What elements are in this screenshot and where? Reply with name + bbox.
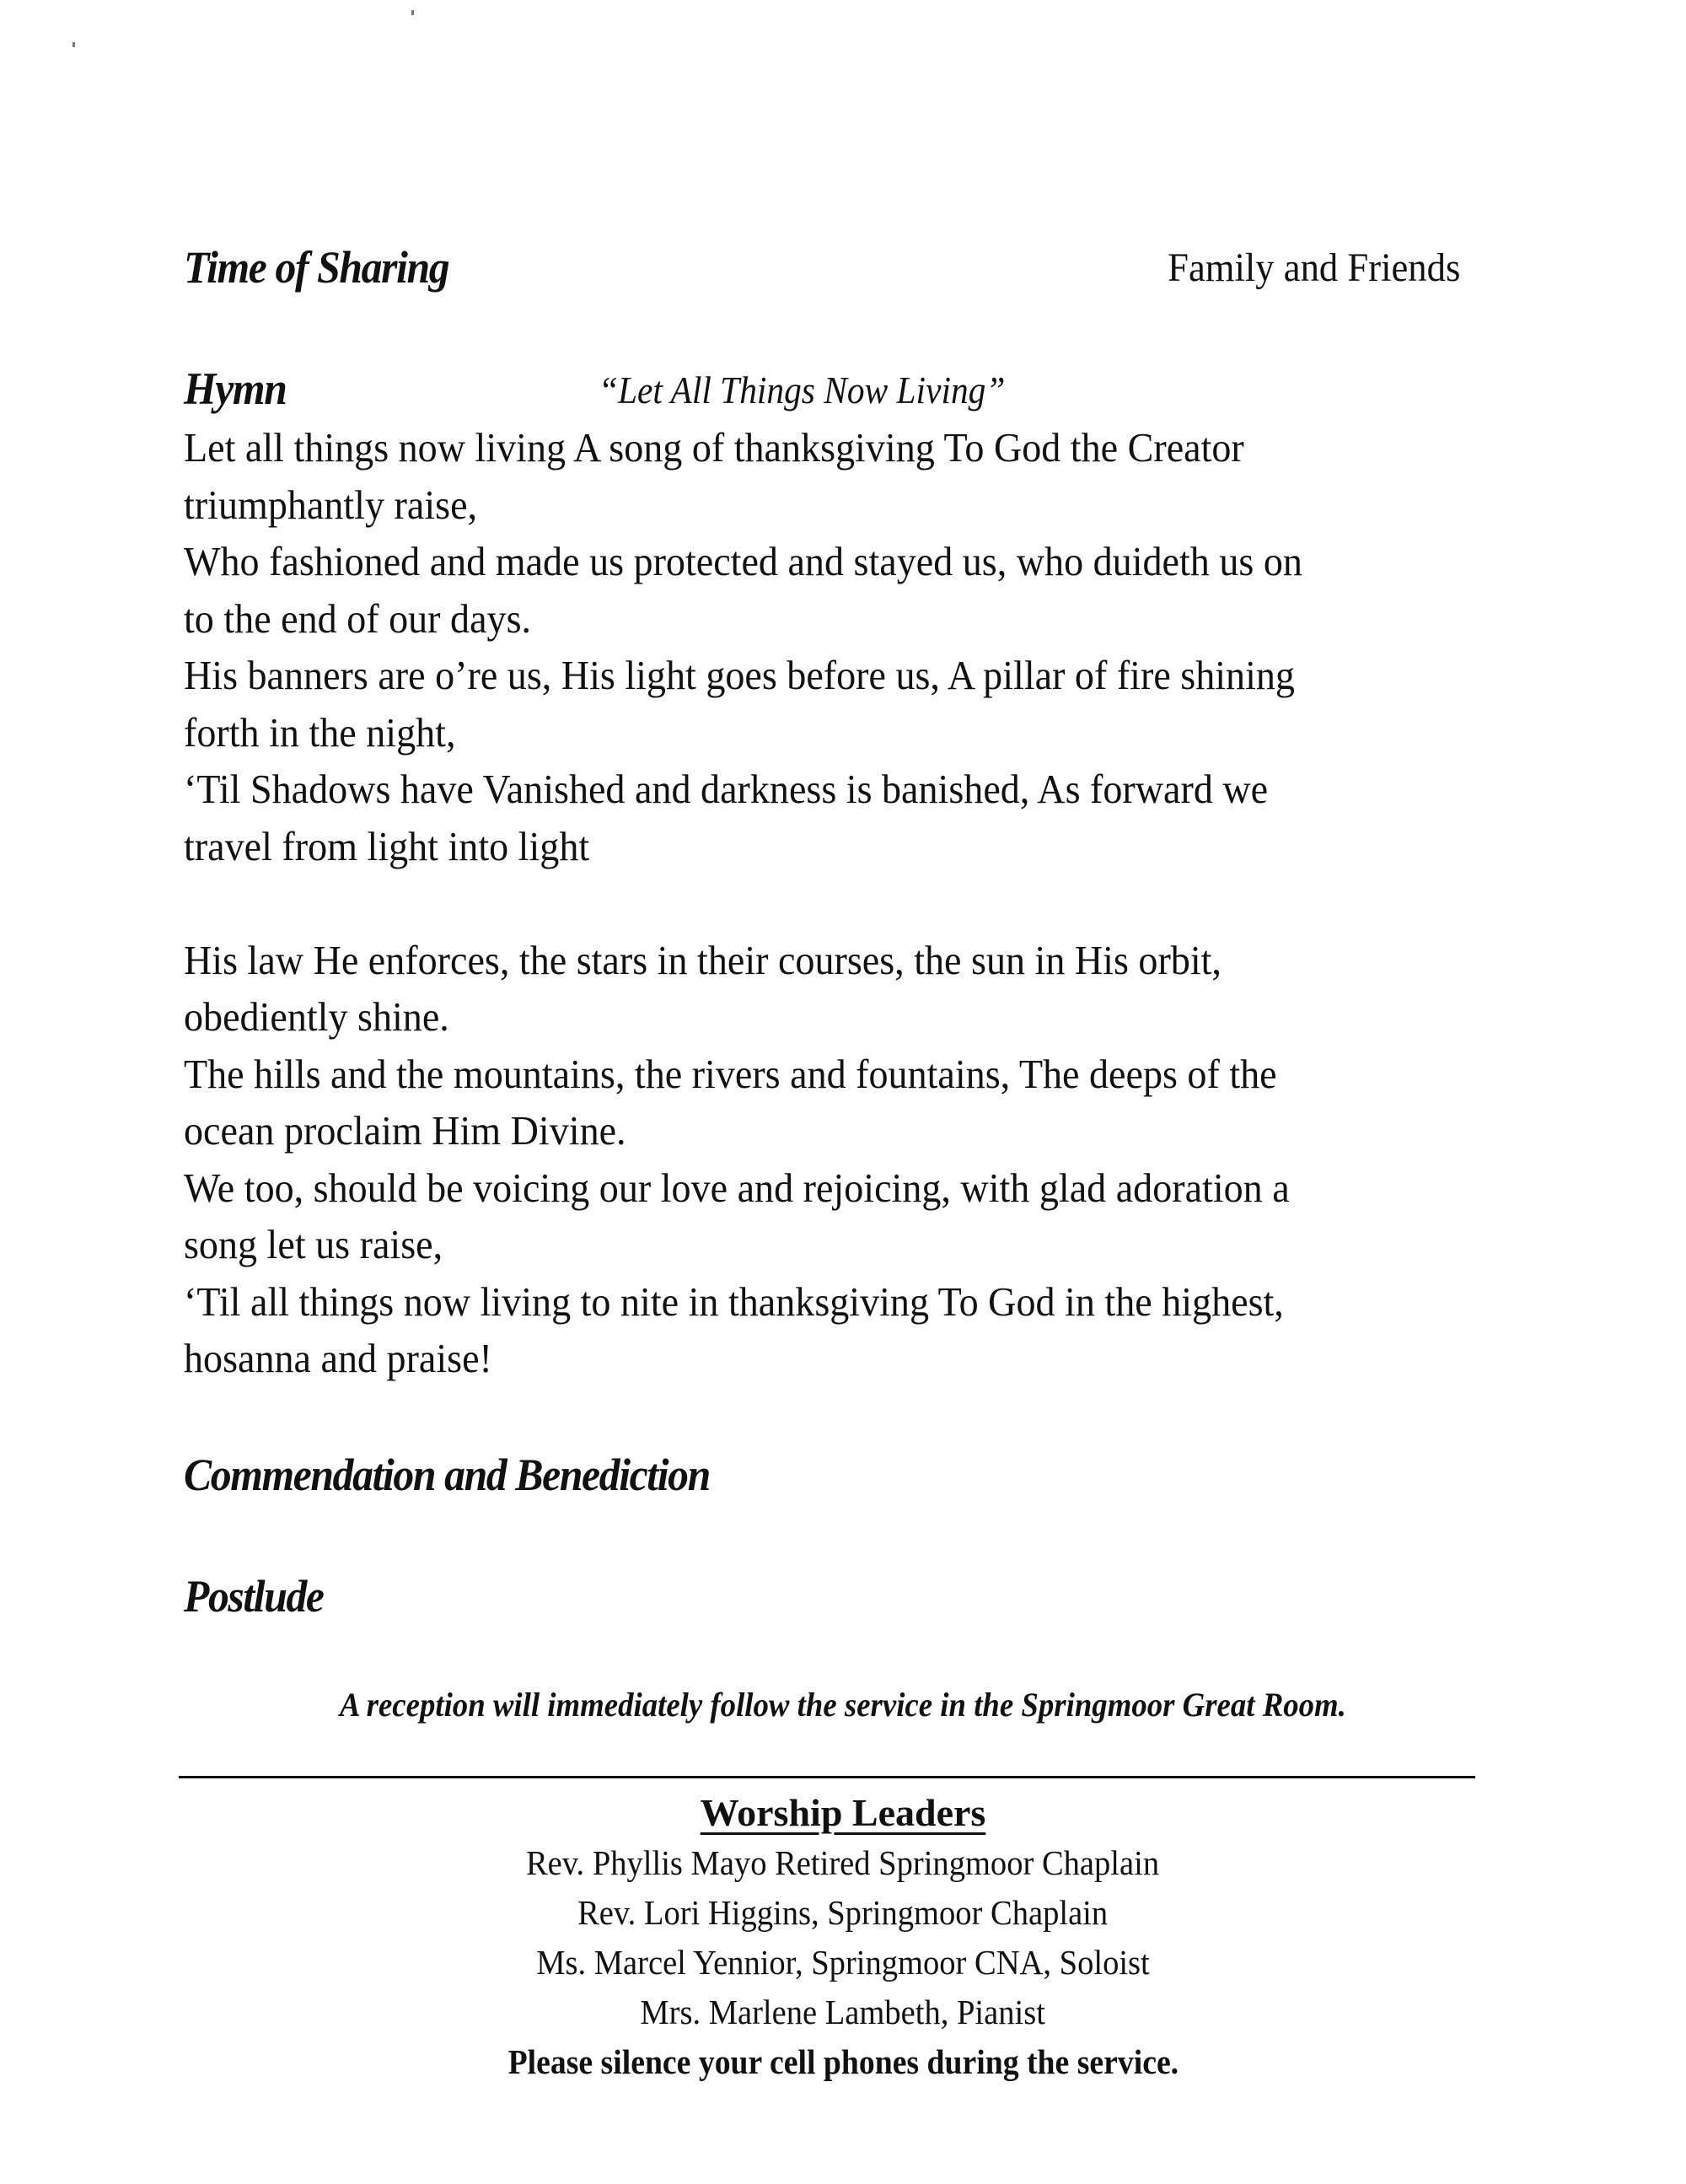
hymn-stanza-1 [184,420,1499,875]
cell-phone-notice-text: Please silence your cell phones during the service. [507,2042,1179,2081]
lyric-line: to the end of our days. [184,596,532,642]
lyric-line: Who fashioned and made us protected and stayed us, who duideth us on [184,540,1302,584]
hymn-title: “Let All Things Now Living” [599,368,1006,412]
time-of-sharing-presenter: Family and Friends [1167,245,1460,290]
lyric-line: ‘Til all things now living to nite in thanksgiving To God in the highest, [184,1279,1284,1325]
hymn-stanza-2 [184,933,1499,1388]
lyric-line: obediently shine. [184,995,449,1040]
leader-item [0,1988,1686,2037]
scan-speck [72,42,75,47]
leader-item [0,1938,1686,1988]
commendation-heading: Commendation and Benediction [184,1450,710,1500]
time-of-sharing-heading: Time of Sharing [184,242,449,293]
section-divider [179,1776,1475,1778]
lyric-line: triumphantly raise, [184,482,478,528]
lyric-line: hosanna and praise! [184,1337,492,1381]
lyric-line: His law He enforces, the stars in their courses, the sun in His orbit, [184,938,1222,983]
postlude-heading: Postlude [184,1571,324,1622]
leader-item [0,1838,1686,1888]
leader-name: Rev. Phyllis Mayo Retired Springmoor Chaplain [526,1843,1160,1882]
hymn-heading: Hymn [184,363,287,414]
leader-name: Ms. Marcel Yennior, Springmoor CNA, Soloist [536,1943,1150,1982]
lyric-line: travel from light into light [184,824,590,869]
leader-name: Mrs. Marlene Lambeth, Pianist [640,1993,1046,2031]
scan-speck [411,10,414,15]
worship-leaders-title: Worship Leaders [700,1791,986,1834]
lyric-line: The hills and the mountains, the rivers and fountains, The deeps of the [184,1052,1277,1097]
stanza-spacer [184,875,1499,933]
lyric-line: song let us raise, [184,1223,443,1267]
reception-note [0,1685,1686,1724]
worship-leaders [0,1788,1686,2086]
reception-note-text: A reception will immediately follow the service in the Springmoor Great Room. [340,1686,1346,1724]
lyric-line: ‘Til Shadows have Vanished and darkness is banished, As forward we [184,767,1269,812]
lyric-line: forth in the night, [184,710,456,756]
leader-name: Rev. Lori Higgins, Springmoor Chaplain [577,1893,1109,1932]
lyric-line: We too, should be voicing our love and rejoicing, with glad adoration a [184,1165,1290,1211]
lyric-line: His banners are o’re us, His light goes before us, A pillar of fire shining [184,654,1295,698]
hymn-lyrics [184,420,1499,1388]
lyric-line: Let all things now living A song of thanksgiving To God the Creator [184,426,1244,471]
cell-phone-notice [0,2037,1686,2086]
leader-item [0,1888,1686,1938]
lyric-line: ocean proclaim Him Divine. [184,1109,626,1154]
